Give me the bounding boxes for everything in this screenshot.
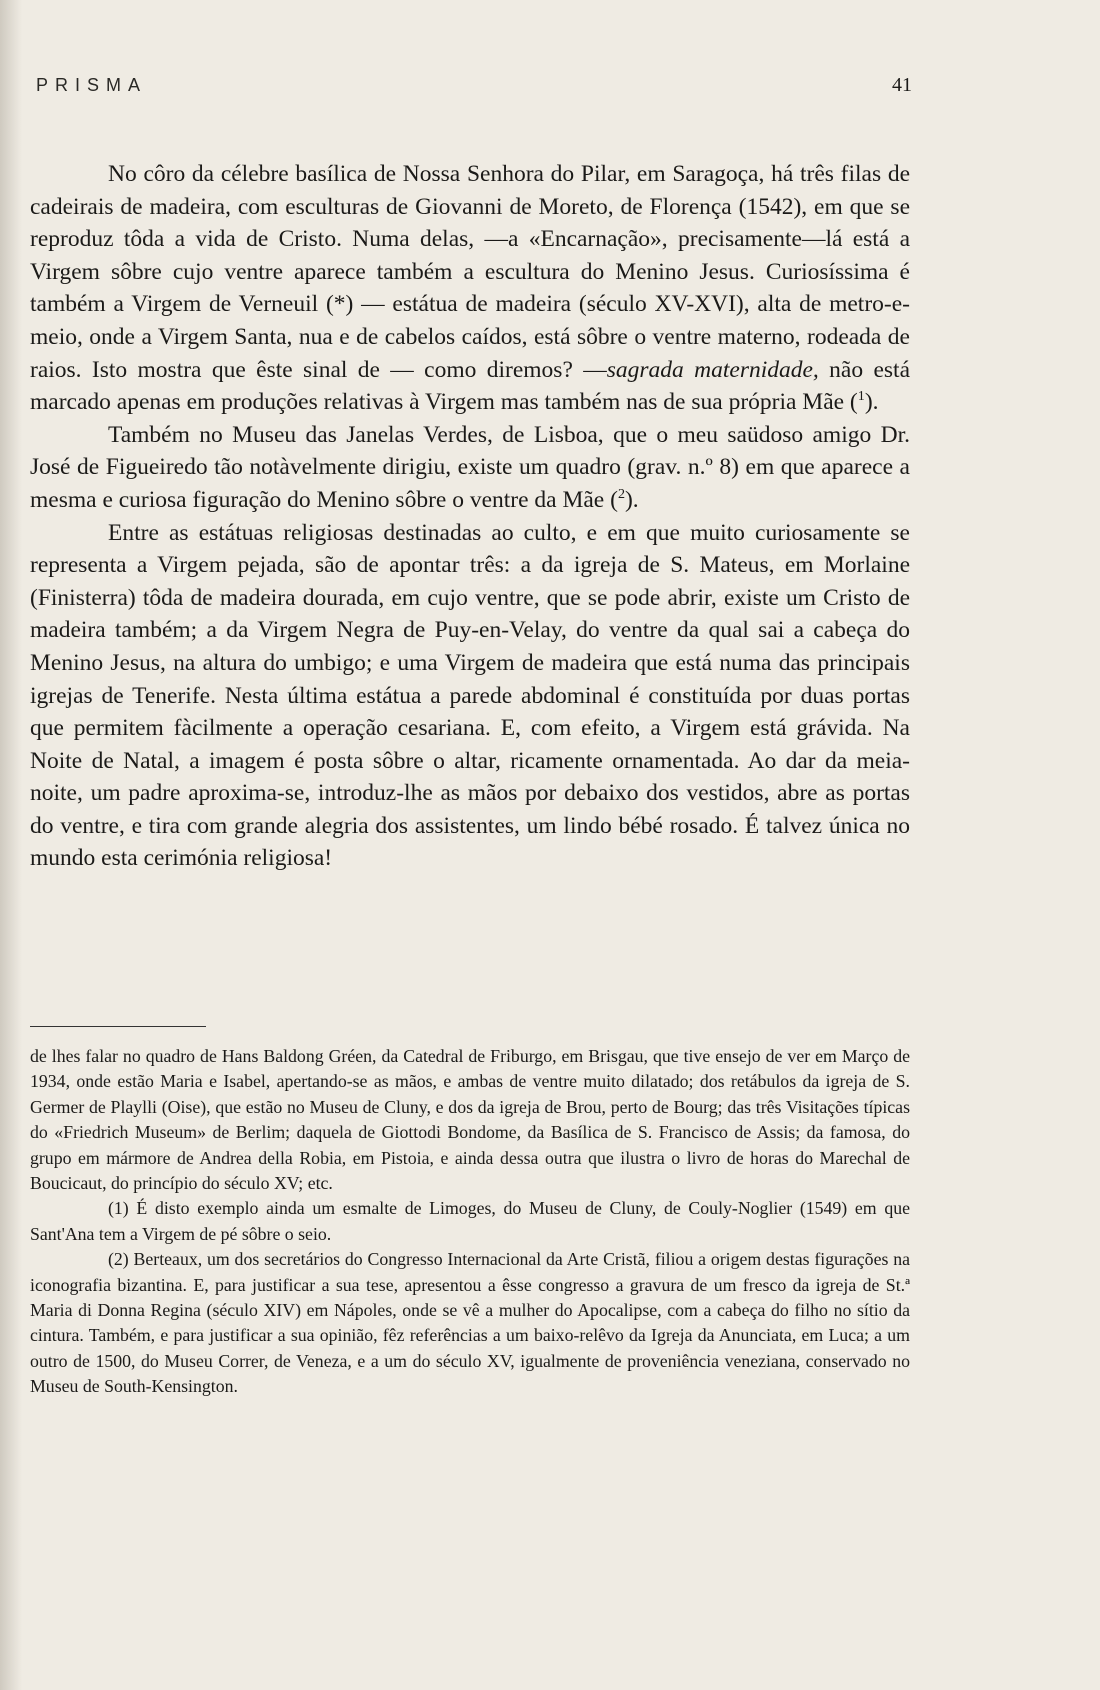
footnote-2: [30, 1247, 910, 1399]
footnote-1-marker: (1): [108, 1198, 129, 1219]
page-header: [36, 74, 912, 104]
footnote-2-text: Berteaux, um dos secretários do Congresso Internacional da Arte Cristã, filiou a origem destas figurações na iconografia bizantina. E, para justificar a sua tese, apresentou a êsse congresso a gravura de um fresco da igreja de St.ª Maria di Donna Regina (século XIV) em Nápoles, onde se vê a mulher do Apocalipse, com a cabeça do filho no sítio da cintura. Também, e para justificar a sua opinião, fêz referências a um baixo-relêvo da Igreja da Anunciata, em Luca; a um outro de 1500, do Museu Correr, de Veneza, e a um do século XV, igualmente de proveniência veneziana, conservado no Museu de South-Kensington.: [30, 1249, 910, 1397]
footnote-ref-1: 1: [857, 388, 865, 405]
paragraph-2-text: Também no Museu das Janelas Verdes, de Lisboa, que o meu saüdoso amigo Dr. José de Figueiredo tão notàvelmente dirigiu, existe um quadro (grav. n.º 8) em que aparece a mesma e curiosa figuração do Menino sôbre o ventre da Mãe (: [30, 421, 910, 513]
paragraph-1-text: No côro da célebre basílica de Nossa Senhora do Pilar, em Saragoça, há três filas de cadeirais de madeira, com esculturas de Giovanni de Moreto, de Florença (1542), em que se reproduz tôda a vida de Cristo. Numa delas, —a «Encarnação», precisamente—lá está a Virgem sôbre cujo ventre aparece também a escultura do Menino Jesus. Curiosíssima é também a Virgem de Verneuil (*) — estátua de madeira (século XV-XVI), alta de metro-e-meio, onde a Virgem Santa, nua e de cabelos caídos, está sôbre o ventre materno, rodeada de raios. Isto mostra que êste sinal de — como diremos? —: [30, 161, 910, 383]
page-edge-shadow: [0, 0, 22, 1690]
footnote-1-text: É disto exemplo ainda um esmalte de Limoges, do Museu de Cluny, de Couly-Noglier (1549) em que Sant'Ana tem a Virgem de pé sôbre o seio.: [30, 1198, 910, 1244]
footnote-continuation: de lhes falar no quadro de Hans Baldong Gréen, da Catedral de Friburgo, em Brisgau, que tive ensejo de ver em Março de 1934, onde estão Maria e Isabel, apertando-se as mãos, e ambas de ventre muito dilatado; dos retábulos da igreja de S. Germer de Playlli (Oise), que estão no Museu de Cluny, e dos da igreja de Brou, perto de Bourg; das três Visitações típicas do «Friedrich Museum» de Berlim; daquela de Giottodi Bondome, da Basílica de S. Francisco de Assis; da famosa, do grupo em mármore de Andrea della Robia, em Pistoia, e ainda dessa outra que ilustra o livro de horas do Marechal de Boucicaut, do princípio do século XV; etc.: [30, 1046, 910, 1194]
footnote-2-marker: (2): [108, 1249, 129, 1270]
paragraph-1-end: ).: [864, 389, 879, 416]
paragraph-2: [30, 419, 910, 517]
footnote-1: [30, 1196, 910, 1247]
footnotes: [30, 1044, 910, 1400]
main-text: [30, 158, 910, 875]
page-number: 41: [892, 74, 912, 96]
paragraph-1: [30, 158, 910, 419]
paragraph-3: Entre as estátuas religiosas destinadas ao culto, e em que muito curiosamente se representa a Virgem pejada, são de apontar três: a da igreja de S. Mateus, em Morlaine (Finisterra) tôda de madeira dourada, em cujo ventre, que se pode abrir, existe um Cristo de madeira também; a da Virgem Negra de Puy-en-Velay, do ventre da qual sai a cabeça do Menino Jesus, na altura do umbigo; e uma Virgem de madeira que está numa das principais igrejas de Tenerife. Nesta última estátua a parede abdominal é constituída por duas portas que permitem fàcilmente a operação cesariana. E, com efeito, a Virgem está grávida. Na Noite de Natal, a imagem é posta sôbre o altar, ricamente ornamentada. Ao dar da meia-noite, um padre aproxima-se, introduz-lhe as mãos por debaixo dos vestidos, abre as portas do ventre, e tira com grande alegria dos assistentes, um lindo bébé rosado. É talvez única no mundo esta cerimónia religiosa!: [30, 519, 910, 872]
paragraph-1-tail: não está marcado apenas em produções relativas à Virgem mas também nas de sua própria Mãe (: [30, 356, 910, 416]
running-title: PRISMA: [36, 75, 148, 95]
paragraph-1-italic: sagrada maternidade,: [606, 356, 819, 383]
footnote-ref-2: 2: [617, 486, 625, 503]
footnote-divider: [30, 1026, 206, 1027]
paragraph-2-end: ).: [624, 486, 639, 513]
